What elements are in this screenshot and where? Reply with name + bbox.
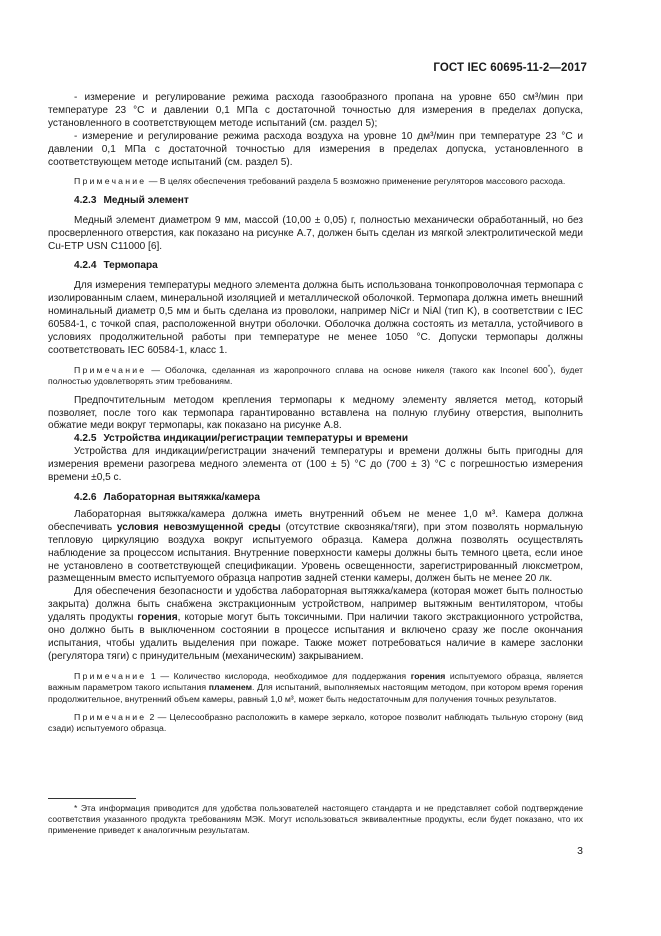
- thermocouple-paragraph: Для измерения температуры медного элемента должна быть использована тонкопроволочная термопара с изолированным слаем, минеральной изоляцией и металлической оболочкой. Термопара должна иметь внешний номинальный диаметр 0,5 мм и быть сделана из проволоки, например NiCr и NiAl (тип K), в соответствии с IEC 60584-1, с точкой спая, расположенной внутри оболочки. Оболочка должна состоять из металла, устойчивого в условиях продолжительной работы при температуре не менее 1050 °С. Допуски термопары должны соответствовать IEC 60584-1, класс 1.: [48, 280, 583, 356]
- note-number: 1: [146, 670, 156, 681]
- section-number: 4.2.3: [74, 194, 97, 206]
- section-heading-4-2-4: [48, 260, 583, 273]
- note-label: Примечание: [74, 670, 147, 681]
- note-text: — Оболочка, сделанная из жаропрочного сплава на основе никеля (такого как Inconel 600: [146, 364, 548, 375]
- section-number: 4.2.4: [74, 260, 97, 272]
- text-run: (отсутствие сквозняка/тяги), при этом позволять нормальную тепловую циркуляцию воздуха вокруг испытуемого образца. Камера должна позволять осуществлять наблюдение за процессом испытания. Внутренние поверхности камеры должны быть темного цвета, если иное не установлено в соответствующей спецификации. Уровень освещенности, зарегистрированный люксметром, размещенным вместо испытуемого образца напротив задней стенки камеры, должен быть не менее 20 лк.: [48, 521, 583, 585]
- footnote-divider: [48, 798, 136, 799]
- section-number: 4.2.5: [74, 433, 97, 445]
- note-label: Примечание: [74, 364, 147, 375]
- note-label: Примечание: [74, 711, 147, 722]
- indication-devices-paragraph: Устройства для индикации/регистрации значений температуры и времени должны быть пригодны для измерения времени разогрева медного элемента от (100 ± 5) °С до (700 ± 3) °С с погрешностью измерения времени ±0,5 с.: [48, 446, 583, 484]
- copper-element-paragraph: Медный элемент диаметром 9 мм, массой (10,00 ± 0,05) г, полностью механически обработанный, но без просверленного отверстия, как показано на рисунке А.7, должен быть сделан из мягкой электролитической меди Cu-ETP USN C11000 [6].: [48, 214, 583, 252]
- text-run: , которые могут быть токсичными. При наличии такого экстракционного устройства, оно должно быть в выключенном состоянии в процессе испытания и включено сразу же после окончания испытания, чтобы удалить выделения при пожаре. Также может потребоваться наличие в камере заслонки (регулятора тяги) с принудительным (механическим) закрыванием.: [48, 612, 583, 662]
- text-run: — Целесообразно расположить в камере зеркало, которое позволит наблюдать тыльную сторону (вид сзади) испытуемого образца.: [48, 711, 583, 734]
- note-mass-flow: [48, 176, 583, 187]
- note-1-oxygen: [48, 671, 583, 705]
- note-sheath: [48, 365, 583, 388]
- air-flow-item: - измерение и регулирование режима расхода воздуха на уровне 10 дм³/мин при температуре 23 °С и давлении 0,1 МПа с достаточной точностью для измерения в пределах допуска, установленного в соответствующем методе испытаний (см. раздел 5).: [48, 130, 583, 168]
- section-title: Устройства индикации/регистрации температуры и времени: [103, 433, 409, 445]
- note-text: — В целях обеспечения требований раздела 5 возможно применение регуляторов массового расхода.: [146, 176, 566, 187]
- footnote-text: * Эта информация приводится для удобства пользователей настоящего стандарта и не представляет собой подтверждение соответствия указанного продукта требованиям МЭК. Могут использоваться эквивалентные продукты, если будет показано, что их применение приведет к аналогичным результатам.: [48, 803, 583, 836]
- footnote: [48, 803, 583, 837]
- propane-flow-item: - измерение и регулирование режима расхода газообразного пропана на уровне 650 см³/мин при температуре 23 °С и давлении 0,1 МПа с достаточной точностью для измерения в пределах допуска, установленного в соответствующем методе испытаний (см. раздел 5);: [48, 92, 583, 129]
- section-heading-4-2-6: [48, 492, 583, 505]
- section-title: Лабораторная вытяжка/камера: [103, 491, 260, 503]
- main-content: [48, 92, 583, 735]
- section-number: 4.2.6: [74, 491, 97, 503]
- section-title: Термопара: [103, 260, 158, 272]
- note-number: 2: [146, 711, 155, 722]
- section-title: Медный элемент: [103, 194, 189, 206]
- section-heading-4-2-3: [48, 195, 583, 208]
- text-run: испытуемого образца, является важным параметром такого испытания: [48, 670, 583, 693]
- chamber-paragraph-2: [48, 586, 583, 663]
- note-text-end: ), будет полностью удовлетворять этим требованиям.: [48, 364, 583, 387]
- text-run: . Для испытаний, выполняемых настоящим методом, при котором время горения продолжительное, внутренний объем камеры, равный 1,0 м³, может быть недостаточным для получения точных результатов.: [48, 682, 584, 704]
- text-run: Для обеспечения безопасности и удобства лабораторная вытяжка/камера (которая может быть полностью закрыта) должна быть снабжена экстракционным устройством, например вытяжным вентилятором, чтобы удалять продукты: [48, 586, 583, 624]
- thermocouple-mounting-paragraph: Предпочтительным методом крепления термопары к медному элементу является метод, который позволяет, после того как термопара гарантированно вставлена на полную глубину отверстия, выполнить обжатие меди вокруг термопары, как показано на рисунке А.8.: [48, 394, 583, 432]
- bold-term: пламенем: [208, 682, 252, 693]
- footnote-mark: *: [547, 363, 551, 371]
- chamber-paragraph-1: [48, 509, 583, 586]
- text-run: Лабораторная вытяжка/камера должна иметь внутренний объем не менее 1,0 м³. Камера должна обеспечивать: [48, 508, 583, 533]
- document-code-header: ГОСТ IEC 60695-11-2—2017: [433, 62, 587, 74]
- note-label: Примечание: [74, 176, 147, 187]
- bold-term: условия невозмущенной среды: [116, 521, 281, 533]
- bold-term: горения: [137, 612, 178, 624]
- note-2-mirror: [48, 712, 583, 735]
- page-number: 3: [577, 845, 583, 857]
- bold-term: горения: [410, 670, 446, 681]
- section-heading-4-2-5: [48, 433, 583, 446]
- text-run: — Количество кислорода, необходимое для поддержания: [155, 670, 411, 681]
